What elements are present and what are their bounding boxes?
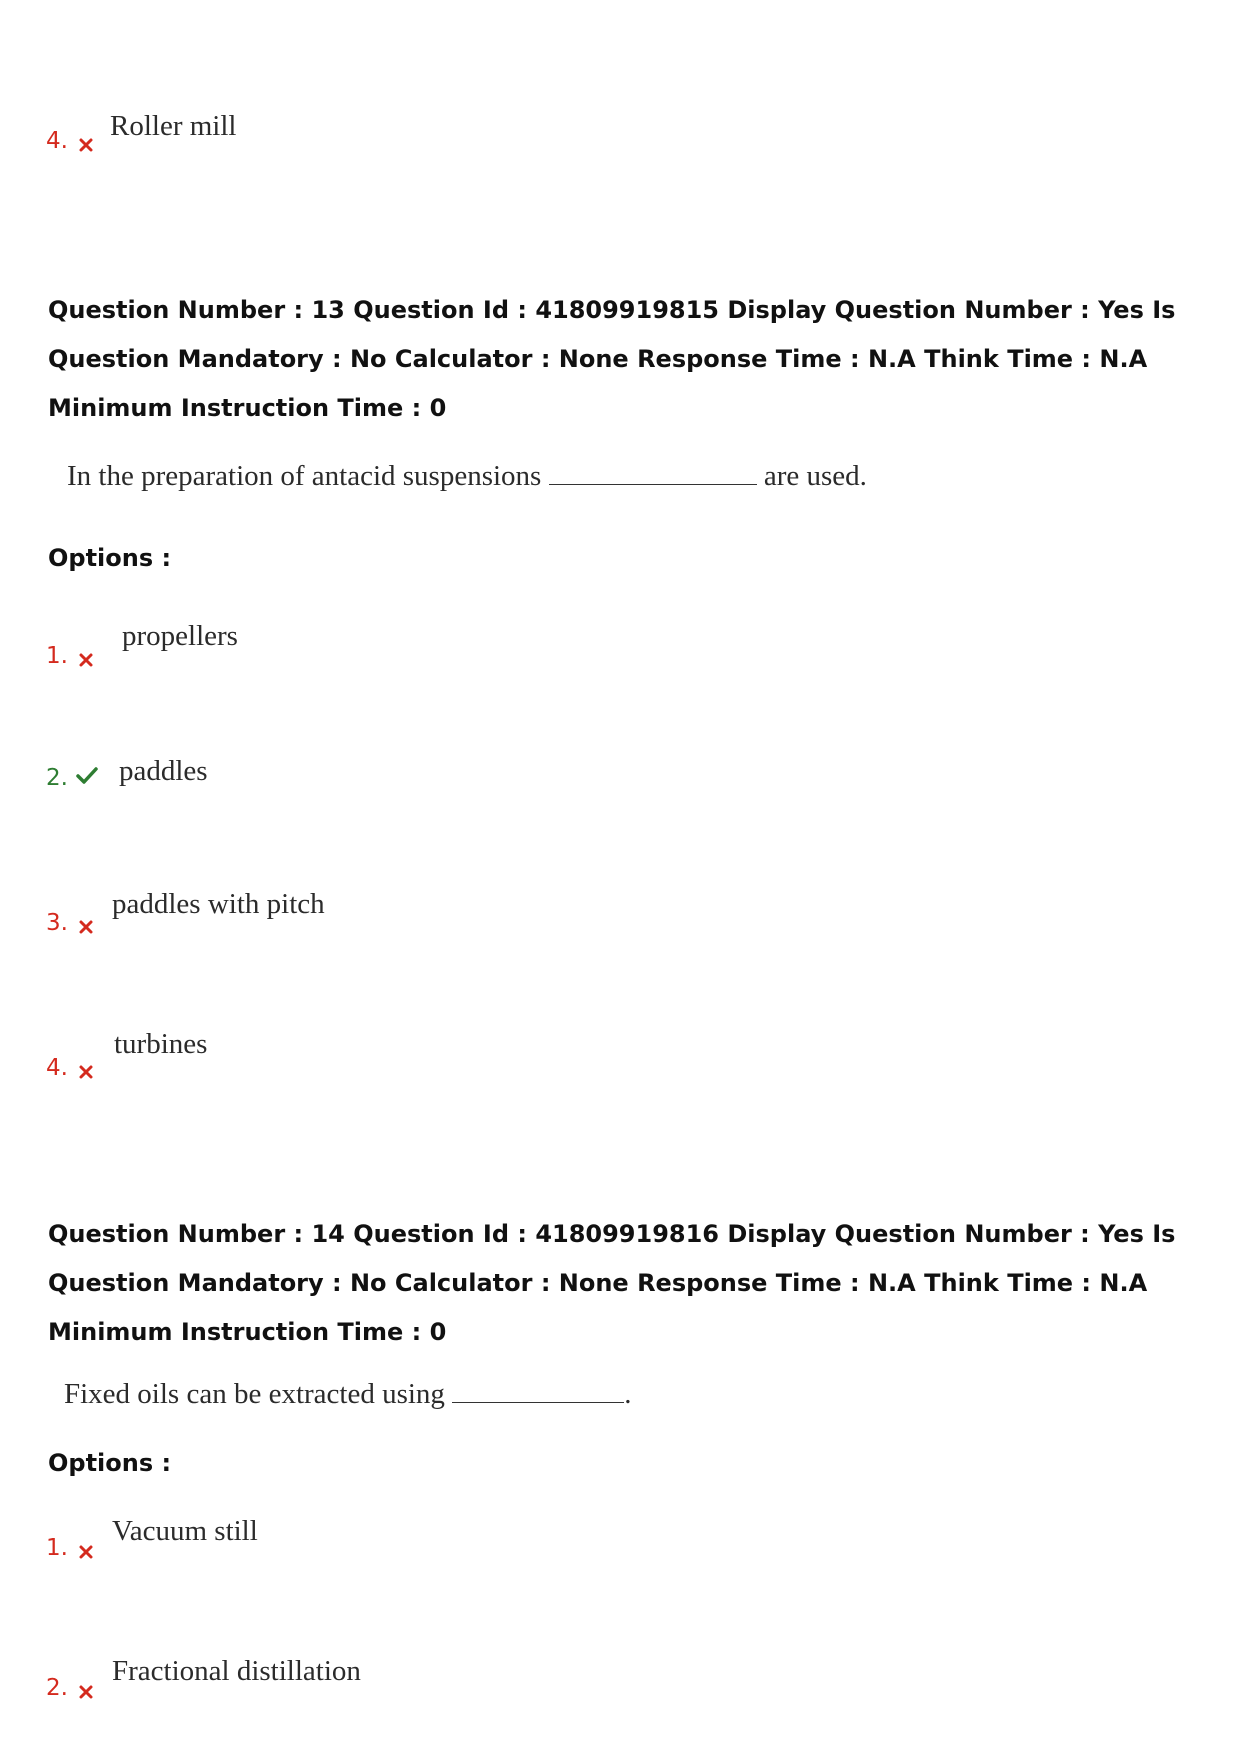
option-number: 2. <box>46 765 68 791</box>
stem-text-before: In the preparation of antacid suspensions <box>67 460 542 492</box>
question-stem <box>64 1378 631 1411</box>
option-number: 4. <box>46 1055 68 1081</box>
options-label: Options : <box>48 1449 172 1477</box>
option-text: propellers <box>122 620 238 652</box>
cross-icon <box>78 1544 94 1560</box>
question-meta: Question Number : 14 Question Id : 41809919816 Display Question Number : Yes Is Question Mandatory : No Calculator : None Response Time : N.A Think Time : N.A Minimum Instruction Time : 0 <box>48 1220 1176 1346</box>
stem-text-after: . <box>624 1378 632 1410</box>
option-number: 1. <box>46 643 68 669</box>
option-number: 1. <box>46 1535 68 1561</box>
option-text: turbines <box>114 1028 208 1060</box>
check-icon <box>75 766 99 786</box>
answer-blank <box>549 462 757 485</box>
cross-icon <box>78 919 94 935</box>
option-text: Vacuum still <box>112 1515 258 1547</box>
option-text: paddles with pitch <box>112 888 325 920</box>
question-stem <box>67 460 867 493</box>
stem-text-after: are used. <box>763 460 867 492</box>
cross-icon <box>78 137 94 153</box>
cross-icon <box>78 1684 94 1700</box>
option-number: 2. <box>46 1675 68 1701</box>
options-label: Options : <box>48 544 172 572</box>
stem-text-before: Fixed oils can be extracted using <box>64 1378 445 1410</box>
question-meta: Question Number : 13 Question Id : 41809919815 Display Question Number : Yes Is Question Mandatory : No Calculator : None Response Time : N.A Think Time : N.A Minimum Instruction Time : 0 <box>48 296 1176 422</box>
cross-icon <box>78 1064 94 1080</box>
option-text: Roller mill <box>110 110 237 142</box>
cross-icon <box>78 652 94 668</box>
option-number: 3. <box>46 910 68 936</box>
option-number: 4. <box>46 128 68 154</box>
option-text: paddles <box>119 755 208 787</box>
answer-blank <box>452 1380 624 1403</box>
option-text: Fractional distillation <box>112 1655 361 1687</box>
